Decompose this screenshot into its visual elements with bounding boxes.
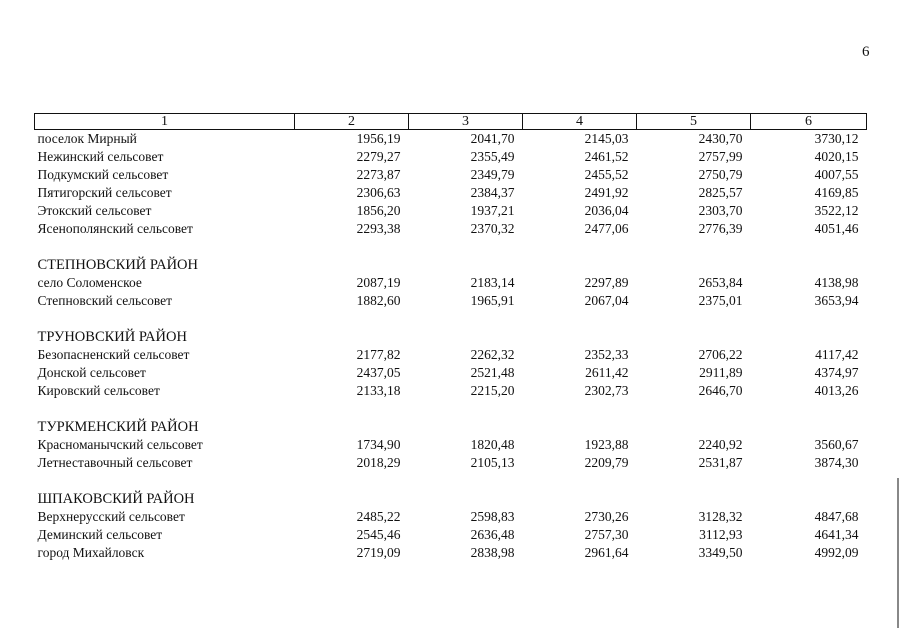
settlement-name: поселок Мирный [37,131,137,146]
column-header-2: 2 [295,114,409,130]
settlement-name: Донской сельсовет [37,365,146,380]
settlement-name: Степновский сельсовет [37,293,173,308]
table-row [35,166,867,184]
settlement-name: город Михайловск [37,545,145,560]
value-cell-col-4: 2297,89 [584,275,629,290]
header-row [35,114,867,130]
column-header-3: 3 [409,114,523,130]
value-cell-col-5: 2240,92 [698,437,743,452]
settlement-name: Безопасненский сельсовет [37,347,190,362]
value-cell-col-2: 2177,82 [356,347,401,362]
value-cell-col-5: 2653,84 [698,275,743,290]
value-cell-col-4: 2611,42 [585,365,629,380]
spacer-cell [35,472,867,490]
district-heading-row [35,418,867,436]
value-cell-col-2: 2437,05 [356,365,401,380]
value-cell-col-3: 2105,13 [470,455,515,470]
value-cell-col-3: 2183,14 [470,275,515,290]
value-cell-col-4: 2302,73 [584,383,629,398]
table-row [35,382,867,400]
district-heading-row [35,490,867,508]
spacer-row [35,310,867,328]
rates-table-container [34,113,866,562]
table-row [35,364,867,382]
district-heading-row [35,256,867,274]
spacer-row [35,472,867,490]
table-body [35,130,867,563]
value-cell-col-4: 1923,88 [584,437,629,452]
value-cell-col-3: 2636,48 [470,527,515,542]
column-header-4: 4 [523,114,637,130]
value-cell-col-2: 2087,19 [356,275,401,290]
spacer-cell [35,310,867,328]
table-row [35,526,867,544]
value-cell-col-6: 3522,12 [814,203,859,218]
value-cell-col-3: 2215,20 [470,383,515,398]
value-cell-col-3: 2598,83 [470,509,515,524]
value-cell-col-3: 2349,79 [470,167,515,182]
value-cell-col-5: 2757,99 [698,149,743,164]
table-row [35,436,867,454]
value-cell-col-5: 2375,01 [698,293,743,308]
value-cell-col-5: 2646,70 [698,383,743,398]
settlement-name: Подкумский сельсовет [37,167,169,182]
table-row [35,130,867,149]
settlement-name: Деминский сельсовет [37,527,163,542]
value-cell-col-4: 2145,03 [584,131,629,146]
value-cell-col-2: 2018,29 [356,455,401,470]
district-heading: ШПАКОВСКИЙ РАЙОН [37,491,195,507]
value-cell-col-6: 4374,97 [814,365,859,380]
value-cell-col-5: 2531,87 [698,455,743,470]
value-cell-col-5: 3128,32 [698,509,743,524]
scan-edge-mark [897,478,899,628]
value-cell-col-3: 1937,21 [470,203,515,218]
value-cell-col-6: 4847,68 [814,509,859,524]
value-cell-col-4: 2757,30 [584,527,629,542]
value-cell-col-6: 3560,67 [814,437,859,452]
settlement-name: Этокский сельсовет [37,203,152,218]
settlement-name: Верхнерусский сельсовет [37,509,185,524]
settlement-name: Кировский сельсовет [37,383,160,398]
value-cell-col-2: 2719,09 [356,545,401,560]
value-cell-col-3: 1965,91 [470,293,515,308]
value-cell-col-6: 4117,42 [815,347,859,362]
value-cell-col-6: 4992,09 [814,545,859,560]
spacer-cell [35,400,867,418]
value-cell-col-4: 2491,92 [584,185,629,200]
value-cell-col-4: 2067,04 [584,293,629,308]
value-cell-col-2: 2545,46 [356,527,401,542]
table-row [35,220,867,238]
value-cell-col-5: 3112,93 [699,527,743,542]
value-cell-col-6: 3730,12 [814,131,859,146]
value-cell-col-5: 3349,50 [698,545,743,560]
value-cell-col-6: 4013,26 [814,383,859,398]
value-cell-col-2: 2293,38 [356,221,401,236]
settlement-name: Летнеставочный сельсовет [37,455,193,470]
value-cell-col-2: 1956,19 [356,131,401,146]
value-cell-col-4: 2730,26 [584,509,629,524]
value-cell-col-3: 2838,98 [470,545,515,560]
value-cell-col-4: 2352,33 [584,347,629,362]
table-row [35,346,867,364]
column-header-6: 6 [751,114,867,130]
district-heading: ТРУНОВСКИЙ РАЙОН [37,329,187,345]
district-heading: СТЕПНОВСКИЙ РАЙОН [37,257,198,273]
value-cell-col-3: 2521,48 [470,365,515,380]
spacer-cell [35,238,867,256]
spacer-row [35,238,867,256]
value-cell-col-3: 2041,70 [470,131,515,146]
value-cell-col-6: 4138,98 [814,275,859,290]
table-row [35,544,867,562]
value-cell-col-2: 1734,90 [356,437,401,452]
value-cell-col-2: 1882,60 [356,293,401,308]
district-heading-row [35,328,867,346]
value-cell-col-2: 2273,87 [356,167,401,182]
table-header [35,114,867,130]
value-cell-col-3: 2384,37 [470,185,515,200]
value-cell-col-3: 2262,32 [470,347,515,362]
value-cell-col-6: 4169,85 [814,185,859,200]
value-cell-col-3: 2370,32 [470,221,515,236]
value-cell-col-5: 2750,79 [698,167,743,182]
column-header-5: 5 [637,114,751,130]
value-cell-col-6: 4007,55 [814,167,859,182]
value-cell-col-6: 3874,30 [814,455,859,470]
column-header-1: 1 [35,114,295,130]
value-cell-col-3: 1820,48 [470,437,515,452]
value-cell-col-4: 2961,64 [584,545,629,560]
value-cell-col-4: 2461,52 [584,149,629,164]
rates-table [34,113,867,562]
settlement-name: Пятигорский сельсовет [37,185,172,200]
settlement-name: Красноманычский сельсовет [37,437,203,452]
district-heading: ТУРКМЕНСКИЙ РАЙОН [37,419,199,435]
value-cell-col-6: 4020,15 [814,149,859,164]
value-cell-col-5: 2776,39 [698,221,743,236]
table-row [35,454,867,472]
value-cell-col-5: 2911,89 [699,365,743,380]
value-cell-col-4: 2209,79 [584,455,629,470]
table-row [35,292,867,310]
value-cell-col-5: 2303,70 [698,203,743,218]
value-cell-col-6: 4051,46 [814,221,859,236]
value-cell-col-5: 2825,57 [698,185,743,200]
value-cell-col-2: 2306,63 [356,185,401,200]
table-row [35,148,867,166]
value-cell-col-4: 2036,04 [584,203,629,218]
table-row [35,202,867,220]
table-row [35,184,867,202]
value-cell-col-6: 3653,94 [814,293,859,308]
value-cell-col-2: 2279,27 [356,149,401,164]
table-row [35,274,867,292]
value-cell-col-4: 2477,06 [584,221,629,236]
value-cell-col-6: 4641,34 [814,527,859,542]
table-row [35,508,867,526]
page-number: 6 [862,44,870,60]
value-cell-col-2: 2485,22 [356,509,401,524]
value-cell-col-2: 2133,18 [356,383,401,398]
spacer-row [35,400,867,418]
settlement-name: Ясенополянский сельсовет [37,221,193,236]
settlement-name: село Соломенское [37,275,142,290]
value-cell-col-5: 2706,22 [698,347,743,362]
value-cell-col-4: 2455,52 [584,167,629,182]
value-cell-col-5: 2430,70 [698,131,743,146]
settlement-name: Нежинский сельсовет [37,149,164,164]
value-cell-col-2: 1856,20 [356,203,401,218]
value-cell-col-3: 2355,49 [470,149,515,164]
